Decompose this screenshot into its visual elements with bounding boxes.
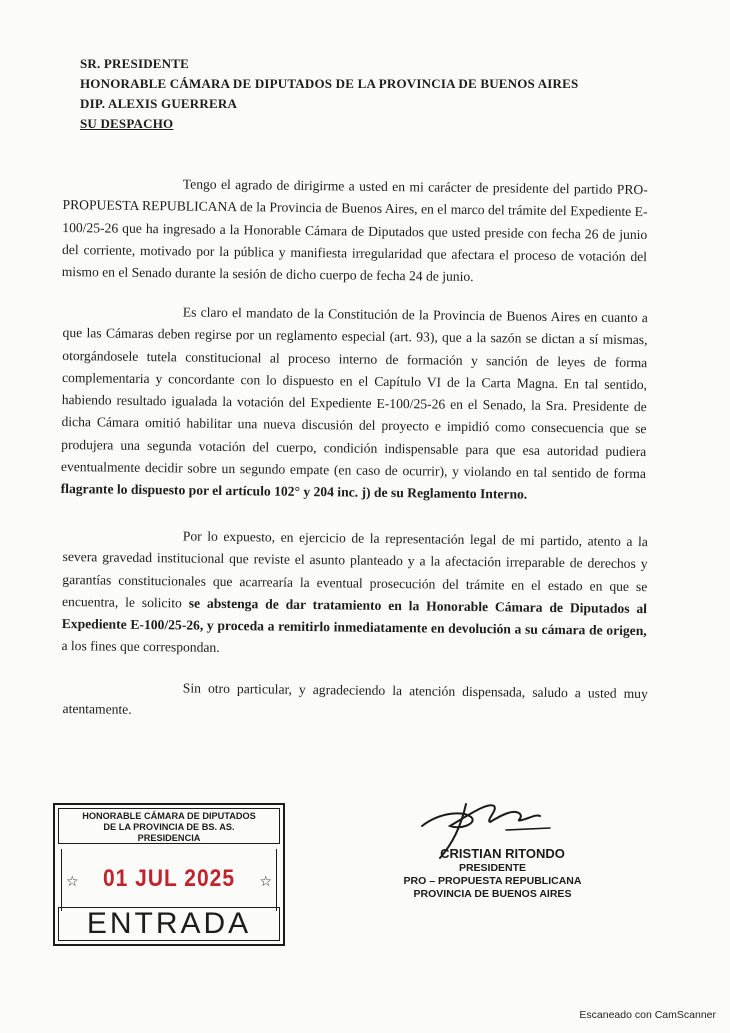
addressee-block — [80, 54, 600, 134]
addressee-line-2: HONORABLE CÁMARA DE DIPUTADOS DE LA PROVINCIA DE BUENOS AIRES — [80, 76, 579, 91]
stamp-line-3: PRESIDENCIA — [137, 833, 201, 843]
paragraph-3-end: a los fines que correspondan. — [61, 638, 220, 656]
signatory-name: CRISTIAN RITONDO — [440, 846, 565, 861]
stamp-entrada-label: ENTRADA — [58, 907, 280, 941]
stamp-header — [58, 808, 280, 844]
paragraph-3-text: Por lo expuesto, en ejercicio de la representación legal de mi partido, atento a la severa gravedad institucional que reviste el asunto planteado y a la afectación irreparable de derechos y garantías constitucionales que acarrearía la eventual prosecución del trámite en el estado en que se encuentra, le solicito — [61, 528, 648, 611]
scanner-watermark: Escaneado con CamScanner — [579, 1009, 716, 1021]
paragraph-1 — [62, 172, 648, 291]
star-icon: ☆ — [66, 873, 79, 889]
addressee-line-3: DIP. ALEXIS GUERRERA — [80, 96, 238, 111]
stamp-date: 01 JUL 2025 — [102, 865, 236, 892]
paragraph-3 — [61, 524, 648, 665]
signatory-title: PRESIDENTE — [458, 862, 527, 874]
paragraph-2 — [61, 300, 648, 508]
paragraph-1-text: Tengo el agrado de dirigirme a usted en mi carácter de presidente del partido PRO-PROPUESTA REPUBLICANA de la Provincia de Buenos Aires, en el marco del trámite del Expediente E-100/25-26 que ha ingresado a la Honorable Cámara de Diputados que usted preside con fecha 26 de junio del corriente, motivado por la pública y manifiesta irregularidad que afectara el proceso de votación del mismo en el Senado durante la sesión de dicho cuerpo de fecha 24 de junio. — [61, 176, 648, 285]
signatory-party: PRO – PROPUESTA REPUBLICANA — [403, 875, 582, 887]
paragraph-2-bold: flagrante lo dispuesto por el artículo 102° y 204 inc. j) de su Reglamento Interno. — [60, 481, 528, 503]
stamp-line-2: DE LA PROVINCIA DE BS. AS. — [103, 822, 235, 832]
paragraph-3-bold: se abstenga de dar tratamiento en la Honorable Cámara de Diputados al Expediente E-100/25-26, y proceda a remitirlo inmediatamente en devolución a su cámara de origen, — [61, 595, 648, 639]
signatory-province: PROVINCIA DE BUENOS AIRES — [413, 888, 572, 900]
addressee-line-1: SR. PRESIDENTE — [80, 56, 189, 71]
signatory-block — [385, 846, 600, 901]
closing-text: Sin otro particular, y agradeciendo la atención dispensada, saludo a usted muy atentamente. — [62, 680, 648, 718]
reception-stamp — [53, 803, 285, 946]
stamp-line-1: HONORABLE CÁMARA DE DIPUTADOS — [82, 811, 256, 821]
paragraph-2-text: Es claro el mandato de la Constitución de la Provincia de Buenos Aires en cuanto a que las Cámaras deben regirse por un reglamento especial (art. 93), que a la sazón se dictan a sí mismas, otorgándosele tutela constitucional al proceso interno de formación y sanción de leyes de forma complementaria y concordante con lo dispuesto en el Capítulo VI de la Carta Magna. En tal sentido, habiendo resultado igualada la votación del Expediente E-100/25-26 en el Senado, la Sra. Presidente de dicha Cámara omitió habilitar una nueva discusión del proyecto e impidió como consecuencia que se produjera una segunda votación del cuerpo, condición indispensable para que esa autoridad pudiera eventualmente decidir sobre un segundo empate (en caso de ocurrir), y violando en tal sentido de forma — [60, 304, 648, 482]
addressee-line-4: SU DESPACHO — [80, 116, 174, 131]
closing-paragraph — [62, 676, 648, 728]
star-icon: ☆ — [259, 873, 272, 889]
stamp-date-area — [61, 849, 277, 911]
